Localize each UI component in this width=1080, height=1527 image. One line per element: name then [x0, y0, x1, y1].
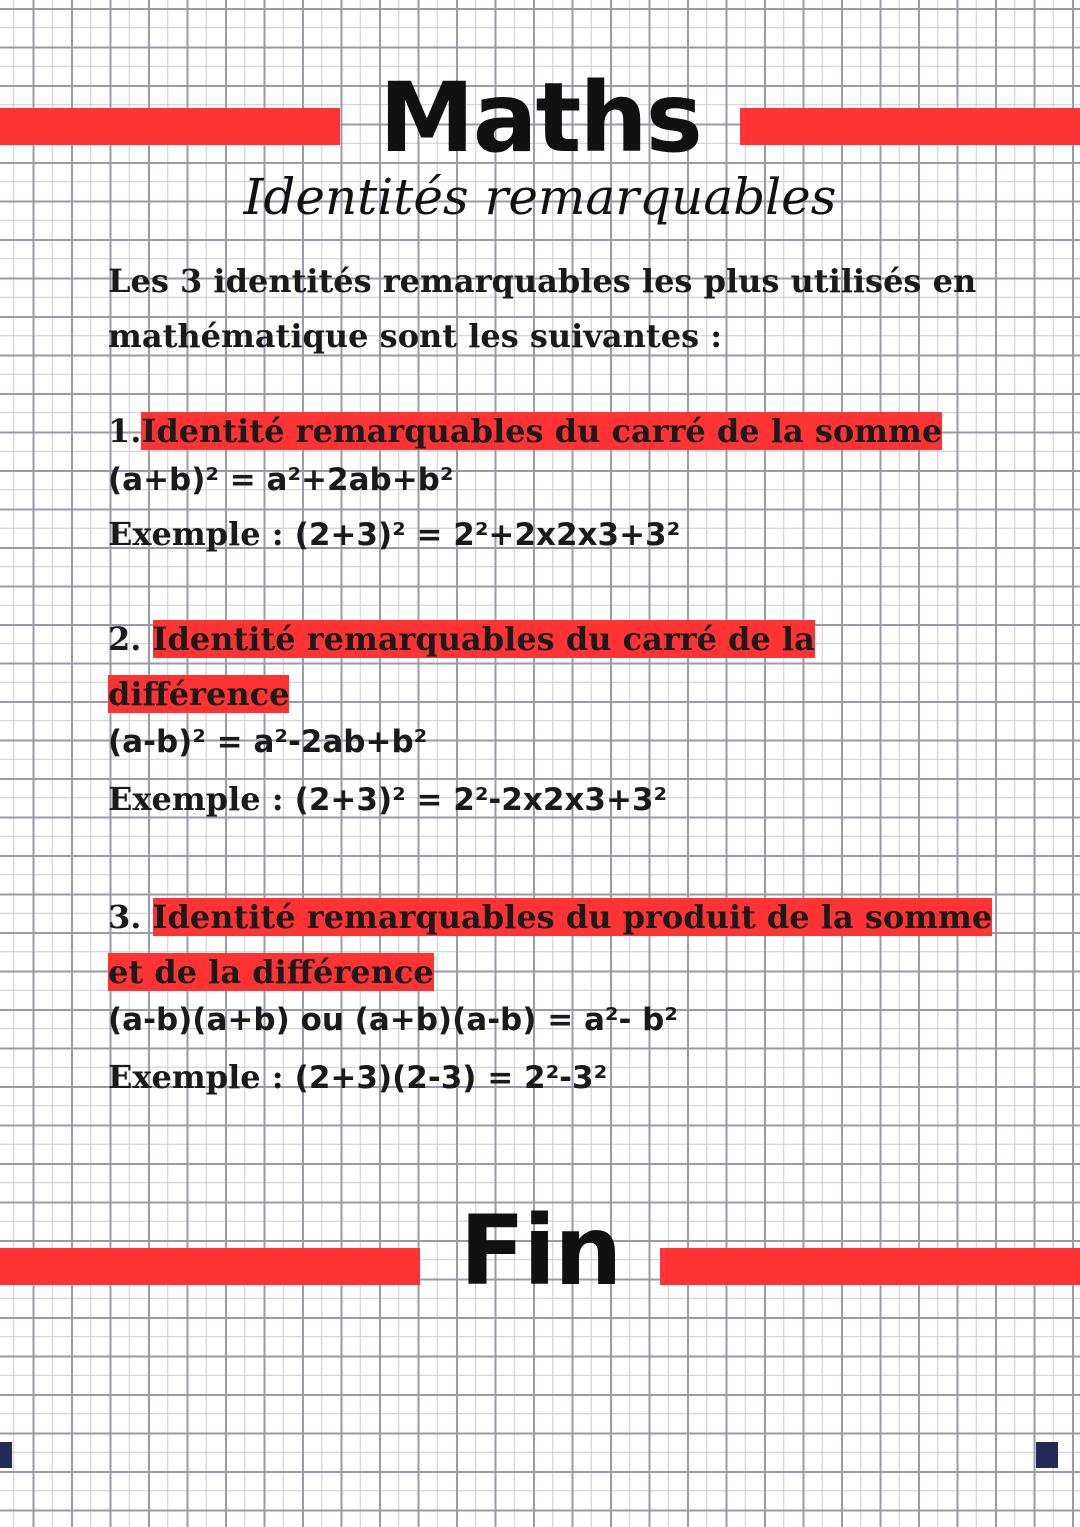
item-number: 3. — [108, 898, 153, 936]
highlight: différence — [108, 675, 290, 713]
page-subtitle: Identités remarquables — [243, 168, 837, 226]
item-3-formula: (a-b)(a+b) ou (a+b)(a-b) = a²- b² — [108, 1002, 678, 1038]
example-label: Exemple : — [108, 780, 284, 818]
corner-mark-left — [0, 1442, 12, 1468]
item-2-example — [108, 780, 667, 818]
item-1-formula: (a+b)² = a²+2ab+b² — [108, 462, 454, 498]
example-value: (2+3)(2-3) = 2²-3² — [294, 1060, 608, 1096]
item-3-example — [108, 1058, 607, 1096]
intro-line-1: Les 3 identités remarquables les plus utilisés en — [108, 262, 977, 300]
footer-title: Fin — [459, 1195, 621, 1307]
item-number: 1. — [108, 412, 142, 450]
example-value: (2+3)² = 2²+2x2x3+3² — [294, 517, 681, 553]
item-1-title — [108, 412, 942, 450]
page-title: Maths — [379, 62, 701, 174]
example-label: Exemple : — [108, 515, 284, 553]
highlight: Identité remarquables du carré de la somme — [141, 412, 943, 450]
example-label: Exemple : — [108, 1058, 284, 1096]
intro-line-2: mathématique sont les suivantes : — [108, 317, 723, 355]
item-2-formula: (a-b)² = a²-2ab+b² — [108, 724, 428, 760]
item-1-example — [108, 515, 680, 553]
item-number: 2. — [108, 620, 153, 658]
item-3-title — [108, 898, 992, 936]
item-2-title-cont — [108, 675, 289, 713]
item-2-title — [108, 620, 815, 658]
highlight: Identité remarquables du carré de la — [152, 620, 815, 658]
example-value: (2+3)² = 2²-2x2x3+3² — [294, 782, 668, 818]
corner-mark-right — [1036, 1442, 1058, 1468]
highlight: et de la différence — [108, 953, 434, 991]
highlight: Identité remarquables du produit de la somme — [152, 898, 993, 936]
item-3-title-cont — [108, 953, 434, 991]
